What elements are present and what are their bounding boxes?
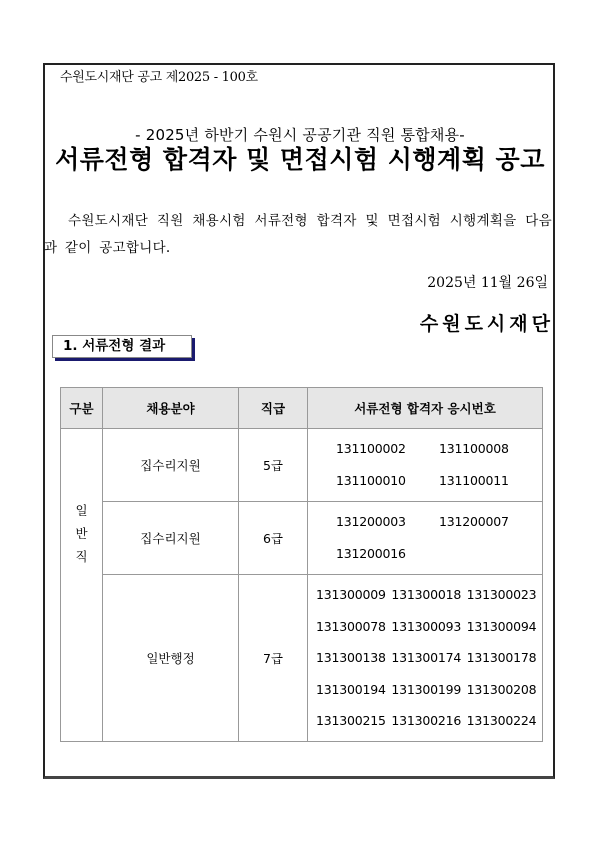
applicant-number: 131100008 — [439, 441, 509, 456]
applicant-number: 131200007 — [439, 514, 509, 529]
category-char: 일 — [75, 503, 88, 518]
applicant-number: 131100010 — [336, 473, 406, 488]
applicant-number: 131300094 — [466, 618, 537, 634]
document-title: 서류전형 합격자 및 면접시험 시행계획 공고 — [55, 145, 545, 174]
table-header-row — [61, 388, 543, 429]
field-cell: 집수리지원 — [103, 429, 239, 502]
applicant-number: 131300178 — [466, 650, 537, 665]
table-row — [61, 502, 543, 575]
table-row — [61, 575, 543, 742]
applicant-number: 131300023 — [466, 587, 537, 602]
applicant-number: 131300174 — [391, 650, 462, 665]
applicant-number: 131300216 — [391, 713, 462, 728]
applicant-number: 131100011 — [439, 473, 509, 488]
issuing-organization: 수원도시재단 — [419, 313, 554, 335]
grade-cell: 7급 — [239, 575, 308, 742]
table-row — [61, 429, 543, 502]
category-char: 반 — [75, 526, 88, 541]
category-cell — [61, 429, 103, 742]
grade-cell: 6급 — [239, 502, 308, 575]
applicant-number: 131300224 — [466, 713, 537, 728]
header-category: 구분 — [61, 388, 103, 429]
applicant-number: 131300208 — [466, 681, 537, 697]
applicant-number: 131100002 — [336, 441, 406, 456]
applicant-number: 131300199 — [391, 681, 462, 697]
applicant-number: 131300215 — [316, 713, 386, 728]
applicant-number: 131300194 — [316, 681, 386, 697]
applicant-numbers-cell — [308, 575, 543, 742]
applicant-number: 131300018 — [391, 587, 462, 602]
applicant-number: 131300138 — [316, 650, 386, 665]
announcement-body: 수원도시재단 직원 채용시험 서류전형 합격자 및 면접시험 시행계획을 다음과 같이 공고합니다. — [44, 213, 552, 256]
announcement-date: 2025년 11월 26일 — [427, 275, 548, 291]
document-subtitle: - 2025년 하반기 수원시 공공기관 직원 통합채용- — [135, 126, 465, 144]
field-cell: 집수리지원 — [103, 502, 239, 575]
applicant-numbers-cell — [308, 502, 543, 575]
applicant-number: 131200003 — [336, 514, 406, 529]
grade-cell: 5급 — [239, 429, 308, 502]
announcement-number: 수원도시재단 공고 제2025 - 100호 — [60, 70, 258, 85]
category-char: 직 — [75, 549, 88, 564]
header-grade: 직급 — [239, 388, 308, 429]
header-field: 채용분야 — [103, 388, 239, 429]
header-applicant-numbers: 서류전형 합격자 응시번호 — [308, 388, 543, 429]
applicant-number: 131300093 — [391, 618, 462, 634]
field-cell: 일반행정 — [103, 575, 239, 742]
section-heading-document-results: 1. 서류전형 결과 — [52, 335, 192, 358]
applicant-number: 131200016 — [336, 546, 406, 561]
applicant-number: 131300009 — [316, 587, 386, 602]
applicant-numbers-cell — [308, 429, 543, 502]
applicant-number: 131300078 — [316, 618, 386, 634]
results-table — [60, 387, 543, 742]
